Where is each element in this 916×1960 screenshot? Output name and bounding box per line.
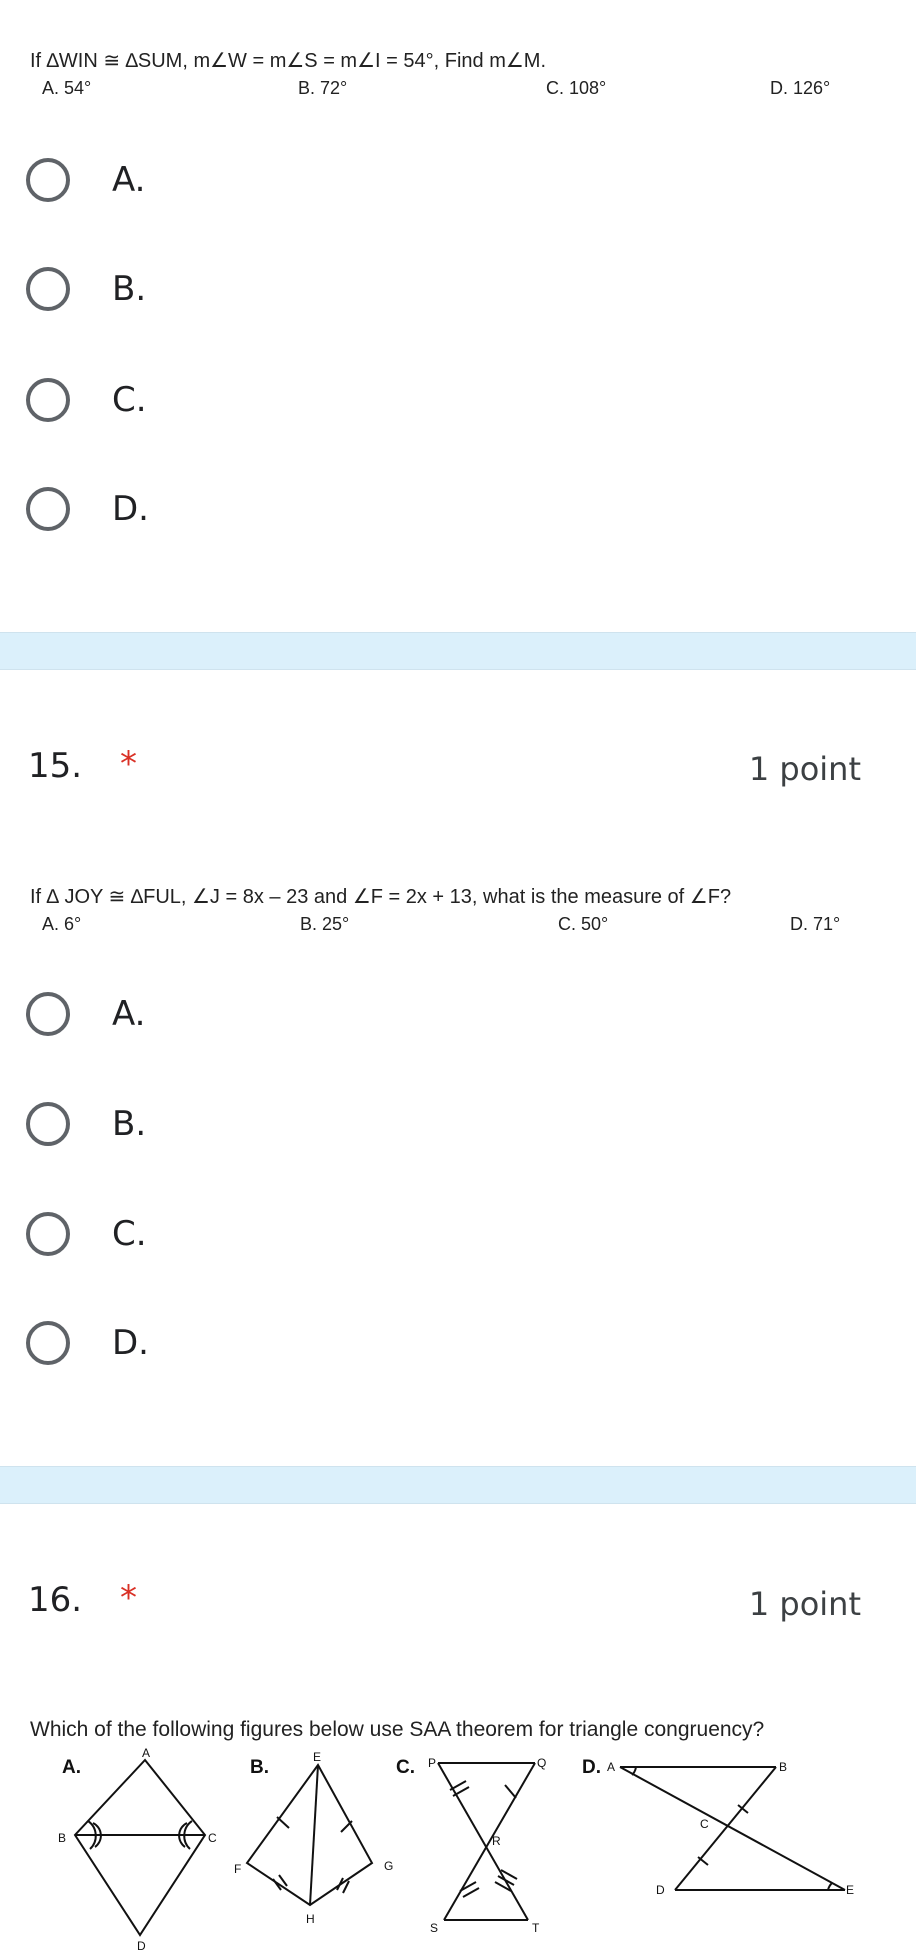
- figure-b-triangles: [247, 1765, 372, 1905]
- figure-label-c: C.: [396, 1757, 415, 1778]
- choice-c: C. 50°: [558, 914, 609, 934]
- section-divider: [0, 1466, 916, 1504]
- option-d[interactable]: [26, 1313, 886, 1373]
- point-label: A: [142, 1746, 151, 1760]
- point-label: B: [779, 1760, 788, 1774]
- radio-button[interactable]: [26, 1102, 70, 1146]
- radio-button[interactable]: [26, 267, 70, 311]
- point-label: D: [656, 1883, 665, 1897]
- option-b[interactable]: [26, 1094, 886, 1154]
- point-label: Q: [537, 1756, 547, 1770]
- question-text: Which of the following figures below use SAA theorem for triangle congruency?: [30, 1718, 765, 1741]
- choice-a: A. 54°: [42, 78, 92, 98]
- point-label: F: [234, 1862, 242, 1876]
- option-b[interactable]: [26, 259, 886, 319]
- option-label: D.: [112, 489, 149, 529]
- choice-d: D. 126°: [770, 78, 831, 98]
- radio-button[interactable]: [26, 1212, 70, 1256]
- point-label: G: [384, 1859, 394, 1873]
- question-number: 15.: [28, 746, 83, 786]
- option-c[interactable]: [26, 1204, 886, 1264]
- option-label: A.: [112, 160, 146, 200]
- question-text: If ∆WIN ≅ ∆SUM, m∠W = m∠S = m∠I = 54°, Find m∠M.: [30, 50, 546, 72]
- point-label: H: [306, 1912, 315, 1926]
- point-label: S: [430, 1921, 439, 1935]
- choice-c: C. 108°: [546, 78, 607, 98]
- point-label: T: [532, 1921, 540, 1935]
- option-a[interactable]: [26, 150, 886, 210]
- radio-button[interactable]: [26, 487, 70, 531]
- figure-label-b: B.: [250, 1757, 269, 1778]
- figure-label-a: A.: [62, 1757, 81, 1778]
- question-text: If ∆ JOY ≅ ∆FUL, ∠J = 8x – 23 and ∠F = 2x + 13, what is the measure of ∠F?: [30, 886, 732, 908]
- point-label: R: [492, 1834, 501, 1848]
- radio-button[interactable]: [26, 158, 70, 202]
- option-label: A.: [112, 994, 146, 1034]
- option-label: C.: [112, 1214, 147, 1254]
- figure-a-kite: [75, 1760, 205, 1935]
- option-c[interactable]: [26, 370, 886, 430]
- required-asterisk: *: [120, 1578, 137, 1618]
- points-label: 1 point: [748, 750, 861, 788]
- choice-d: D. 71°: [790, 914, 841, 934]
- required-asterisk: *: [120, 744, 137, 784]
- option-label: B.: [112, 1104, 147, 1144]
- question-number: 16.: [28, 1580, 83, 1620]
- radio-button[interactable]: [26, 378, 70, 422]
- option-label: B.: [112, 269, 147, 309]
- radio-button[interactable]: [26, 1321, 70, 1365]
- choice-a: A. 6°: [42, 914, 82, 934]
- point-label: P: [428, 1756, 437, 1770]
- point-label: E: [313, 1750, 322, 1764]
- option-label: C.: [112, 380, 147, 420]
- option-d[interactable]: [26, 479, 886, 539]
- point-label: C: [208, 1831, 217, 1845]
- option-label: D.: [112, 1323, 149, 1363]
- point-label: B: [58, 1831, 67, 1845]
- figures-image: [0, 1745, 916, 1960]
- choice-b: B. 25°: [300, 914, 350, 934]
- point-label: A: [607, 1760, 616, 1774]
- point-label: C: [700, 1817, 709, 1831]
- radio-button[interactable]: [26, 992, 70, 1036]
- point-label: D: [137, 1939, 146, 1953]
- figure-c-hourglass: [438, 1763, 535, 1920]
- points-label: 1 point: [748, 1585, 861, 1623]
- option-a[interactable]: [26, 984, 886, 1044]
- choice-b: B. 72°: [298, 78, 348, 98]
- point-label: E: [846, 1883, 855, 1897]
- figure-label-d: D.: [582, 1757, 601, 1778]
- figure-d-zshape: [620, 1767, 845, 1890]
- section-divider: [0, 632, 916, 670]
